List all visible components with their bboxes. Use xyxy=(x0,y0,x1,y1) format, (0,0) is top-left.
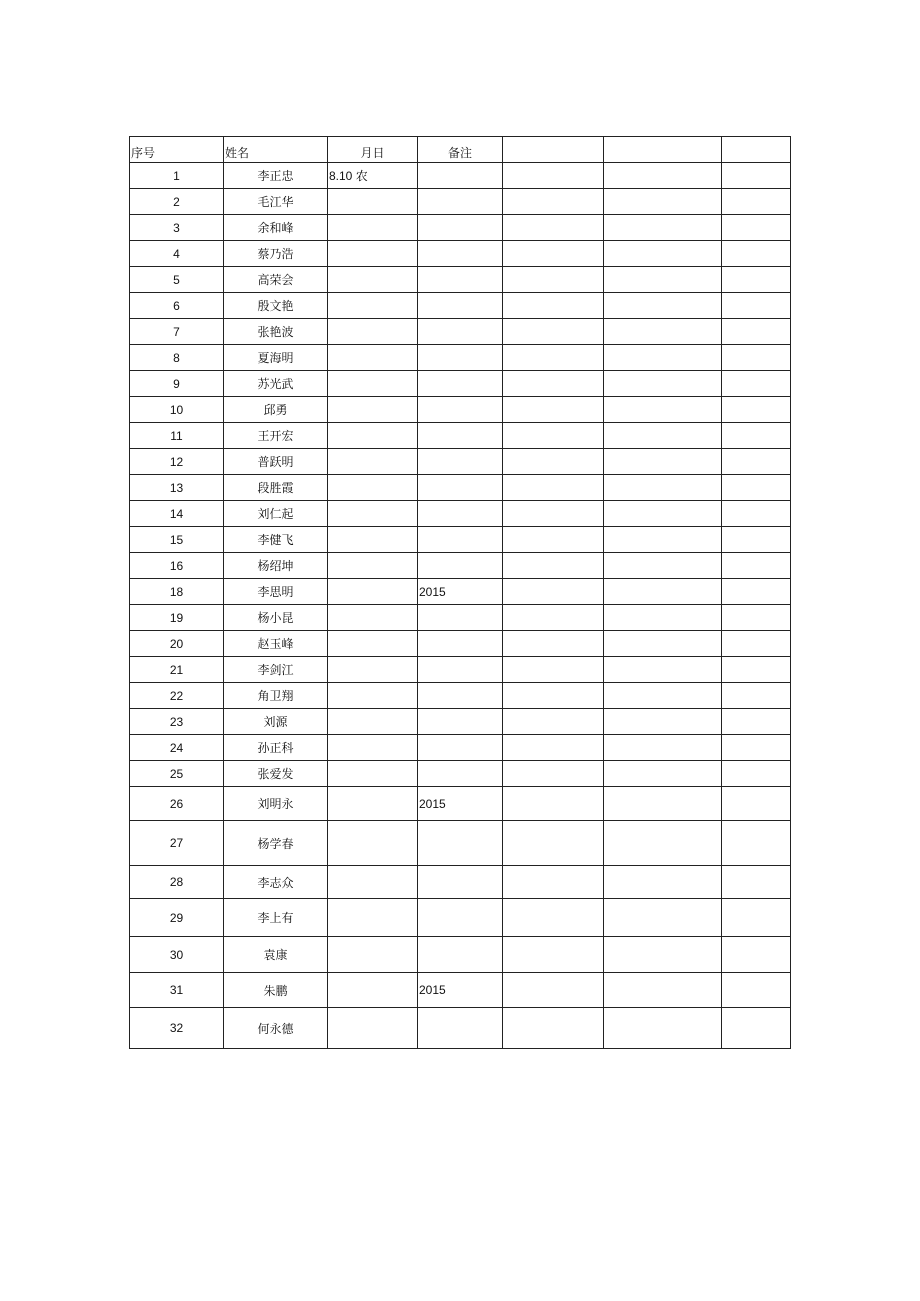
row-date xyxy=(328,501,418,527)
table-row xyxy=(130,1008,791,1049)
row-blank-2 xyxy=(604,787,722,821)
row-note xyxy=(418,371,503,397)
table-row xyxy=(130,657,791,683)
row-date xyxy=(328,709,418,735)
row-name: 李健飞 xyxy=(224,527,328,553)
row-date xyxy=(328,371,418,397)
row-blank-3 xyxy=(722,215,791,241)
table-row xyxy=(130,371,791,397)
header-note: 备注 xyxy=(418,137,503,163)
row-index: 21 xyxy=(130,657,224,683)
row-blank-2 xyxy=(604,605,722,631)
row-blank-2 xyxy=(604,899,722,937)
row-note xyxy=(418,345,503,371)
row-name: 李正忠 xyxy=(224,163,328,189)
row-blank-3 xyxy=(722,605,791,631)
row-note xyxy=(418,709,503,735)
row-note xyxy=(418,215,503,241)
row-blank-3 xyxy=(722,866,791,899)
table-row xyxy=(130,709,791,735)
row-note xyxy=(418,189,503,215)
row-blank-1 xyxy=(503,735,604,761)
table-body xyxy=(130,163,791,1049)
row-blank-3 xyxy=(722,937,791,973)
row-blank-3 xyxy=(722,631,791,657)
row-date xyxy=(328,683,418,709)
row-blank-3 xyxy=(722,527,791,553)
row-blank-1 xyxy=(503,937,604,973)
row-name: 赵玉峰 xyxy=(224,631,328,657)
row-blank-2 xyxy=(604,267,722,293)
row-date xyxy=(328,527,418,553)
row-blank-2 xyxy=(604,553,722,579)
row-blank-2 xyxy=(604,1008,722,1049)
row-index: 10 xyxy=(130,397,224,423)
row-blank-2 xyxy=(604,319,722,345)
row-blank-2 xyxy=(604,345,722,371)
table-row xyxy=(130,527,791,553)
header-blank-2 xyxy=(604,137,722,163)
table-row xyxy=(130,973,791,1008)
row-name: 孙正科 xyxy=(224,735,328,761)
row-blank-1 xyxy=(503,371,604,397)
row-blank-3 xyxy=(722,1008,791,1049)
row-note xyxy=(418,527,503,553)
row-index: 11 xyxy=(130,423,224,449)
row-date xyxy=(328,866,418,899)
row-date xyxy=(328,423,418,449)
row-blank-2 xyxy=(604,371,722,397)
header-blank-3 xyxy=(722,137,791,163)
table-row xyxy=(130,899,791,937)
table-row xyxy=(130,397,791,423)
row-date xyxy=(328,345,418,371)
row-blank-2 xyxy=(604,423,722,449)
row-name: 朱鹏 xyxy=(224,973,328,1008)
row-name: 刘明永 xyxy=(224,787,328,821)
row-blank-3 xyxy=(722,189,791,215)
row-name: 李志众 xyxy=(224,866,328,899)
row-blank-1 xyxy=(503,423,604,449)
row-blank-2 xyxy=(604,937,722,973)
row-note xyxy=(418,397,503,423)
row-index: 20 xyxy=(130,631,224,657)
table-row xyxy=(130,423,791,449)
row-name: 角卫翔 xyxy=(224,683,328,709)
row-blank-1 xyxy=(503,973,604,1008)
row-name: 杨绍坤 xyxy=(224,553,328,579)
row-blank-1 xyxy=(503,605,604,631)
row-name: 刘源 xyxy=(224,709,328,735)
row-blank-1 xyxy=(503,293,604,319)
row-blank-1 xyxy=(503,709,604,735)
row-blank-3 xyxy=(722,449,791,475)
row-date xyxy=(328,189,418,215)
row-blank-3 xyxy=(722,501,791,527)
row-index: 2 xyxy=(130,189,224,215)
row-blank-2 xyxy=(604,449,722,475)
row-date xyxy=(328,821,418,866)
row-index: 18 xyxy=(130,579,224,605)
row-blank-3 xyxy=(722,683,791,709)
header-date: 月日 xyxy=(328,137,418,163)
row-index: 30 xyxy=(130,937,224,973)
row-blank-2 xyxy=(604,501,722,527)
row-blank-3 xyxy=(722,163,791,189)
row-blank-1 xyxy=(503,449,604,475)
row-blank-1 xyxy=(503,899,604,937)
table-row xyxy=(130,189,791,215)
row-date xyxy=(328,319,418,345)
row-note xyxy=(418,553,503,579)
row-date xyxy=(328,267,418,293)
row-note xyxy=(418,657,503,683)
row-index: 26 xyxy=(130,787,224,821)
row-note xyxy=(418,241,503,267)
row-date xyxy=(328,475,418,501)
row-index: 14 xyxy=(130,501,224,527)
table-row xyxy=(130,866,791,899)
row-blank-1 xyxy=(503,657,604,683)
row-blank-3 xyxy=(722,319,791,345)
row-blank-2 xyxy=(604,631,722,657)
row-note: 2015 xyxy=(418,579,503,605)
row-name: 王开宏 xyxy=(224,423,328,449)
row-name: 杨小昆 xyxy=(224,605,328,631)
row-blank-2 xyxy=(604,163,722,189)
row-date xyxy=(328,293,418,319)
row-note: 2015 xyxy=(418,973,503,1008)
row-blank-1 xyxy=(503,345,604,371)
table-row xyxy=(130,345,791,371)
row-note xyxy=(418,683,503,709)
row-index: 12 xyxy=(130,449,224,475)
table-row xyxy=(130,761,791,787)
row-index: 5 xyxy=(130,267,224,293)
header-index: 序号 xyxy=(130,137,224,163)
row-blank-2 xyxy=(604,735,722,761)
row-date xyxy=(328,787,418,821)
row-index: 15 xyxy=(130,527,224,553)
row-blank-2 xyxy=(604,709,722,735)
row-date xyxy=(328,899,418,937)
row-blank-1 xyxy=(503,761,604,787)
row-note xyxy=(418,937,503,973)
row-date xyxy=(328,449,418,475)
row-blank-1 xyxy=(503,189,604,215)
table-row xyxy=(130,553,791,579)
header-row xyxy=(130,137,791,163)
row-blank-3 xyxy=(722,267,791,293)
row-blank-3 xyxy=(722,553,791,579)
row-note xyxy=(418,631,503,657)
row-date xyxy=(328,735,418,761)
row-date xyxy=(328,215,418,241)
row-blank-2 xyxy=(604,293,722,319)
row-blank-1 xyxy=(503,787,604,821)
row-blank-2 xyxy=(604,683,722,709)
row-blank-3 xyxy=(722,397,791,423)
row-blank-3 xyxy=(722,735,791,761)
row-blank-3 xyxy=(722,293,791,319)
row-index: 22 xyxy=(130,683,224,709)
table-row xyxy=(130,631,791,657)
row-date xyxy=(328,761,418,787)
row-name: 袁康 xyxy=(224,937,328,973)
row-blank-3 xyxy=(722,787,791,821)
row-blank-1 xyxy=(503,631,604,657)
row-note xyxy=(418,1008,503,1049)
row-name: 李思明 xyxy=(224,579,328,605)
row-note xyxy=(418,866,503,899)
row-blank-3 xyxy=(722,761,791,787)
row-note xyxy=(418,501,503,527)
row-date: 8.10 农 xyxy=(328,163,418,189)
row-index: 4 xyxy=(130,241,224,267)
row-name: 张艳波 xyxy=(224,319,328,345)
row-date xyxy=(328,937,418,973)
row-name: 何永德 xyxy=(224,1008,328,1049)
row-index: 31 xyxy=(130,973,224,1008)
table-row xyxy=(130,475,791,501)
row-blank-3 xyxy=(722,657,791,683)
row-blank-3 xyxy=(722,241,791,267)
row-index: 7 xyxy=(130,319,224,345)
row-blank-2 xyxy=(604,579,722,605)
table-row xyxy=(130,293,791,319)
row-blank-1 xyxy=(503,319,604,345)
row-note xyxy=(418,449,503,475)
table-row xyxy=(130,215,791,241)
row-blank-3 xyxy=(722,371,791,397)
row-blank-2 xyxy=(604,527,722,553)
table-row xyxy=(130,937,791,973)
row-date xyxy=(328,397,418,423)
row-note xyxy=(418,293,503,319)
row-index: 1 xyxy=(130,163,224,189)
row-note xyxy=(418,605,503,631)
row-name: 刘仁起 xyxy=(224,501,328,527)
row-blank-2 xyxy=(604,866,722,899)
row-name: 李剑江 xyxy=(224,657,328,683)
table-row xyxy=(130,267,791,293)
table-row xyxy=(130,821,791,866)
row-index: 23 xyxy=(130,709,224,735)
row-name: 毛江华 xyxy=(224,189,328,215)
row-index: 3 xyxy=(130,215,224,241)
row-blank-2 xyxy=(604,973,722,1008)
row-blank-3 xyxy=(722,475,791,501)
row-note xyxy=(418,423,503,449)
row-blank-1 xyxy=(503,267,604,293)
row-blank-1 xyxy=(503,475,604,501)
row-date xyxy=(328,657,418,683)
row-date xyxy=(328,553,418,579)
row-name: 苏光武 xyxy=(224,371,328,397)
row-blank-2 xyxy=(604,761,722,787)
row-note xyxy=(418,267,503,293)
row-name: 段胜霞 xyxy=(224,475,328,501)
row-blank-2 xyxy=(604,821,722,866)
row-blank-1 xyxy=(503,163,604,189)
row-index: 16 xyxy=(130,553,224,579)
row-index: 19 xyxy=(130,605,224,631)
table-row xyxy=(130,501,791,527)
row-blank-3 xyxy=(722,709,791,735)
row-blank-1 xyxy=(503,527,604,553)
row-index: 24 xyxy=(130,735,224,761)
row-index: 27 xyxy=(130,821,224,866)
row-blank-2 xyxy=(604,189,722,215)
table-row xyxy=(130,787,791,821)
row-name: 张爱发 xyxy=(224,761,328,787)
row-index: 32 xyxy=(130,1008,224,1049)
row-name: 邱勇 xyxy=(224,397,328,423)
row-blank-1 xyxy=(503,1008,604,1049)
row-blank-1 xyxy=(503,821,604,866)
row-name: 蔡乃浩 xyxy=(224,241,328,267)
row-name: 普跃明 xyxy=(224,449,328,475)
row-note xyxy=(418,821,503,866)
row-date xyxy=(328,1008,418,1049)
row-blank-1 xyxy=(503,215,604,241)
row-index: 28 xyxy=(130,866,224,899)
row-blank-3 xyxy=(722,345,791,371)
row-blank-1 xyxy=(503,866,604,899)
row-name: 李上有 xyxy=(224,899,328,937)
row-blank-1 xyxy=(503,501,604,527)
row-blank-1 xyxy=(503,579,604,605)
row-blank-2 xyxy=(604,657,722,683)
table-row xyxy=(130,683,791,709)
header-name: 姓名 xyxy=(224,137,328,163)
row-index: 25 xyxy=(130,761,224,787)
row-index: 29 xyxy=(130,899,224,937)
row-name: 余和峰 xyxy=(224,215,328,241)
table-row xyxy=(130,605,791,631)
row-blank-3 xyxy=(722,973,791,1008)
row-note: 2015 xyxy=(418,787,503,821)
table-row xyxy=(130,163,791,189)
row-date xyxy=(328,631,418,657)
row-blank-1 xyxy=(503,397,604,423)
row-index: 9 xyxy=(130,371,224,397)
row-blank-2 xyxy=(604,215,722,241)
row-note xyxy=(418,761,503,787)
table-row xyxy=(130,241,791,267)
row-note xyxy=(418,163,503,189)
row-date xyxy=(328,605,418,631)
row-blank-1 xyxy=(503,241,604,267)
row-blank-2 xyxy=(604,475,722,501)
row-name: 夏海明 xyxy=(224,345,328,371)
roster-table xyxy=(129,136,791,1049)
table-row xyxy=(130,735,791,761)
row-blank-3 xyxy=(722,821,791,866)
table-row xyxy=(130,449,791,475)
row-blank-3 xyxy=(722,899,791,937)
row-note xyxy=(418,735,503,761)
row-blank-3 xyxy=(722,423,791,449)
row-note xyxy=(418,475,503,501)
row-name: 杨学春 xyxy=(224,821,328,866)
row-blank-2 xyxy=(604,241,722,267)
row-date xyxy=(328,579,418,605)
row-blank-2 xyxy=(604,397,722,423)
table-row xyxy=(130,579,791,605)
row-date xyxy=(328,973,418,1008)
row-name: 高荣会 xyxy=(224,267,328,293)
row-name: 殷文艳 xyxy=(224,293,328,319)
table-row xyxy=(130,319,791,345)
row-note xyxy=(418,899,503,937)
row-note xyxy=(418,319,503,345)
row-blank-1 xyxy=(503,683,604,709)
row-blank-1 xyxy=(503,553,604,579)
row-index: 8 xyxy=(130,345,224,371)
row-index: 13 xyxy=(130,475,224,501)
row-blank-3 xyxy=(722,579,791,605)
header-blank-1 xyxy=(503,137,604,163)
row-index: 6 xyxy=(130,293,224,319)
row-date xyxy=(328,241,418,267)
